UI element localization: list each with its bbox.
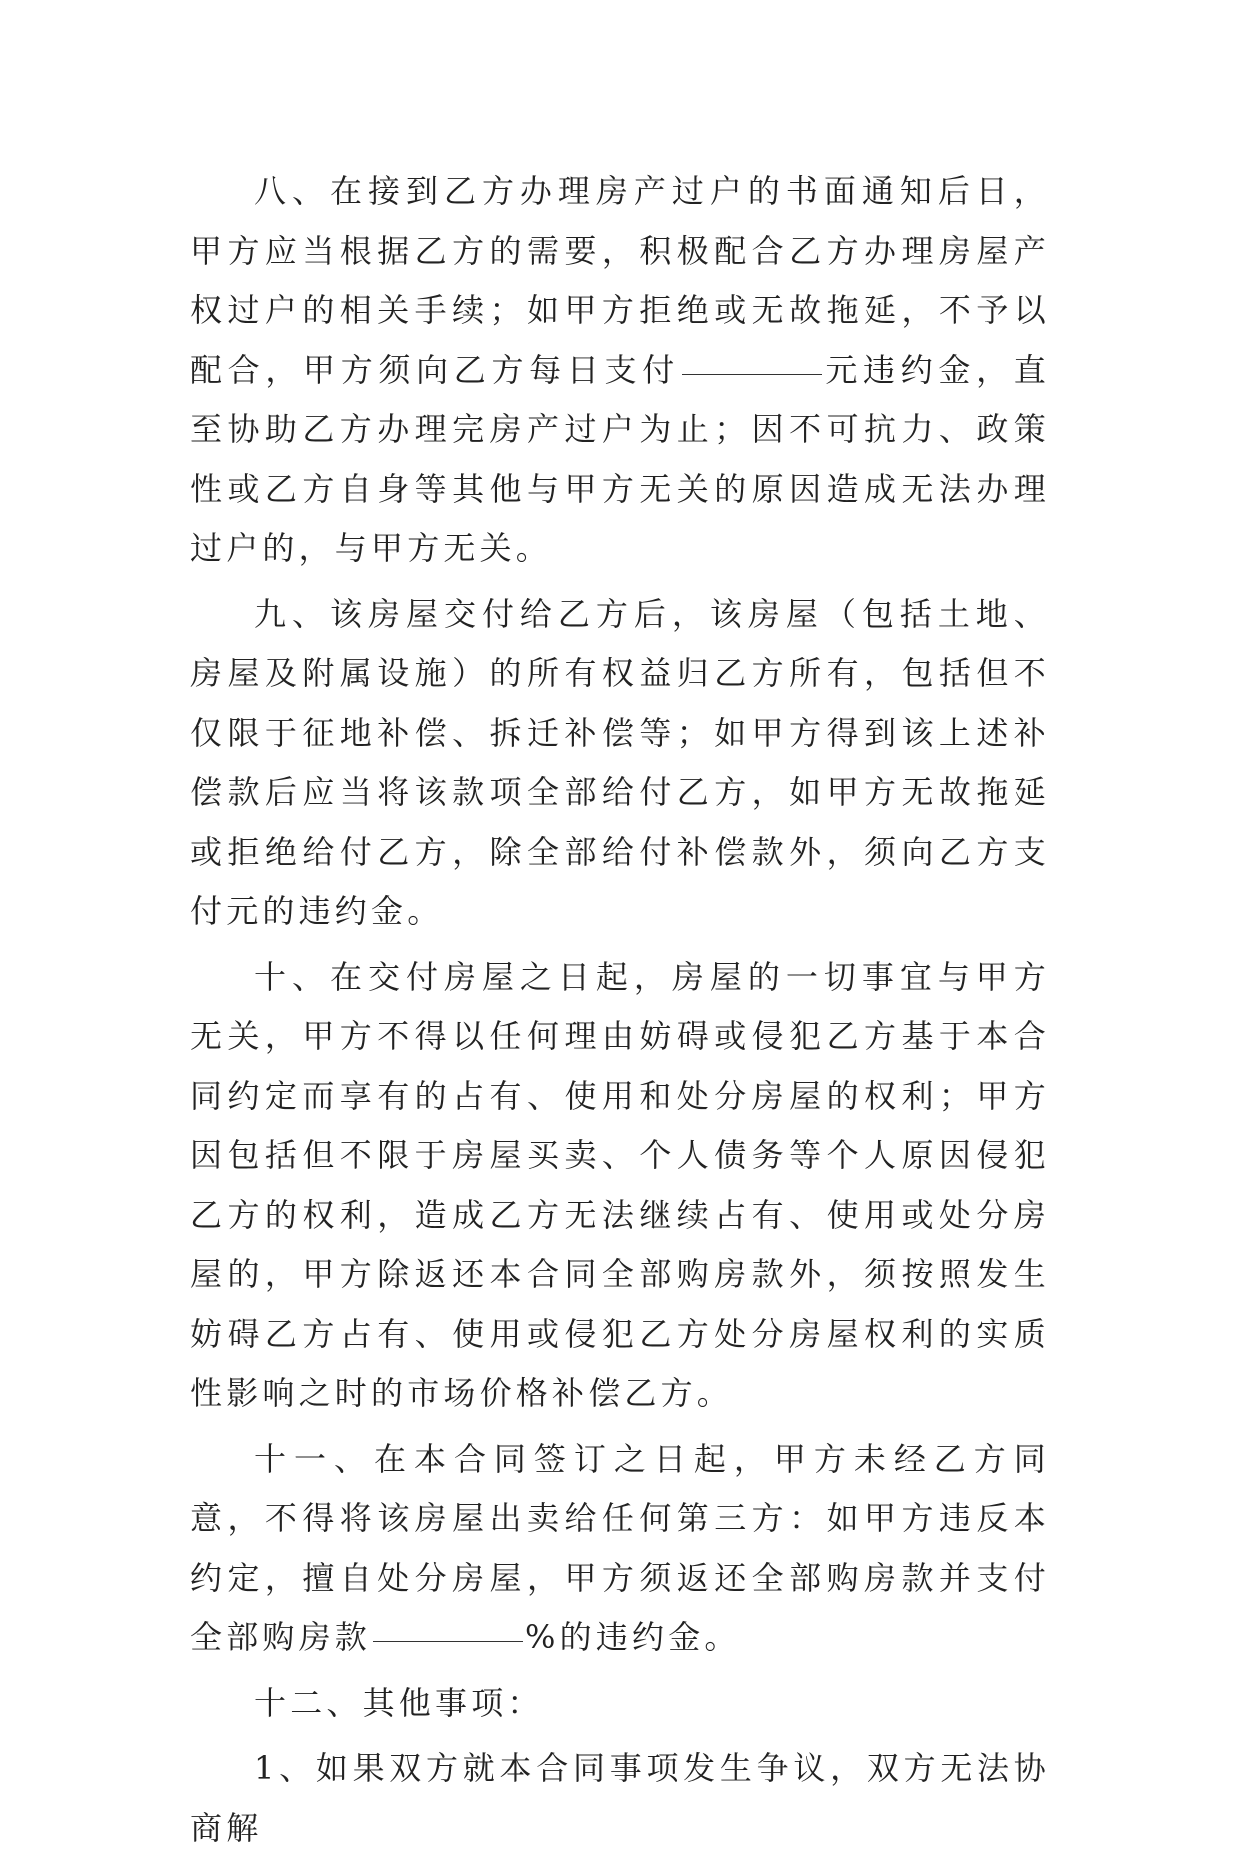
- document-body: [190, 162, 1050, 1858]
- clause-8-text-before: 八、在接到乙方办理房产过户的书面通知后日，甲方应当根据乙方的需要，积极配合乙方办理房屋产权过户的相关手续；如甲方拒绝或无故拖延，不予以配合，甲方须向乙方每日支付: [190, 172, 1050, 389]
- clause-11-text-before: 十一、在本合同签订之日起，甲方未经乙方同意，不得将该房屋出卖给任何第三方：如甲方违反本约定，擅自处分房屋，甲方须返还全部购房款并支付全部购房款: [190, 1439, 1050, 1656]
- fill-in-blank-penalty-percent: [373, 1640, 523, 1642]
- clause-11-text-after: %的违约金。: [525, 1618, 741, 1656]
- clause-10: 十、在交付房屋之日起，房屋的一切事宜与甲方无关，甲方不得以任何理由妨碍或侵犯乙方基于本合同约定而享有的占有、使用和处分房屋的权利；甲方因包括但不限于房屋买卖、个人债务等个人原因侵犯乙方的权利，造成乙方无法继续占有、使用或处分房屋的，甲方除返还本合同全部购房款外，须按照发生妨碍乙方占有、使用或侵犯乙方处分房屋权利的实质性影响之时的市场价格补偿乙方。: [190, 957, 1050, 1412]
- clause-9: 九、该房屋交付给乙方后，该房屋（包括土地、房屋及附属设施）的所有权益归乙方所有，包括但不仅限于征地补偿、拆迁补偿等；如甲方得到该上述补偿款后应当将该款项全部给付乙方，如甲方无故拖延或拒绝给付乙方，除全部给付补偿款外，须向乙方支付元的违约金。: [190, 594, 1050, 930]
- clause-12-heading: 十二、其他事项：: [254, 1683, 544, 1722]
- clause-11: [190, 1430, 1050, 1668]
- clause-8: [190, 162, 1050, 579]
- clause-8-text-after: 元违约金，直至协助乙方办理完房产过户为止；因不可抗力、政策性或乙方自身等其他与甲方无关的原因造成无法办理过户的，与甲方无关。: [190, 350, 1050, 567]
- clause-12-item-1: 1、如果双方就本合同事项发生争议，双方无法协商解: [190, 1749, 1050, 1847]
- fill-in-blank-daily-penalty: [682, 373, 822, 375]
